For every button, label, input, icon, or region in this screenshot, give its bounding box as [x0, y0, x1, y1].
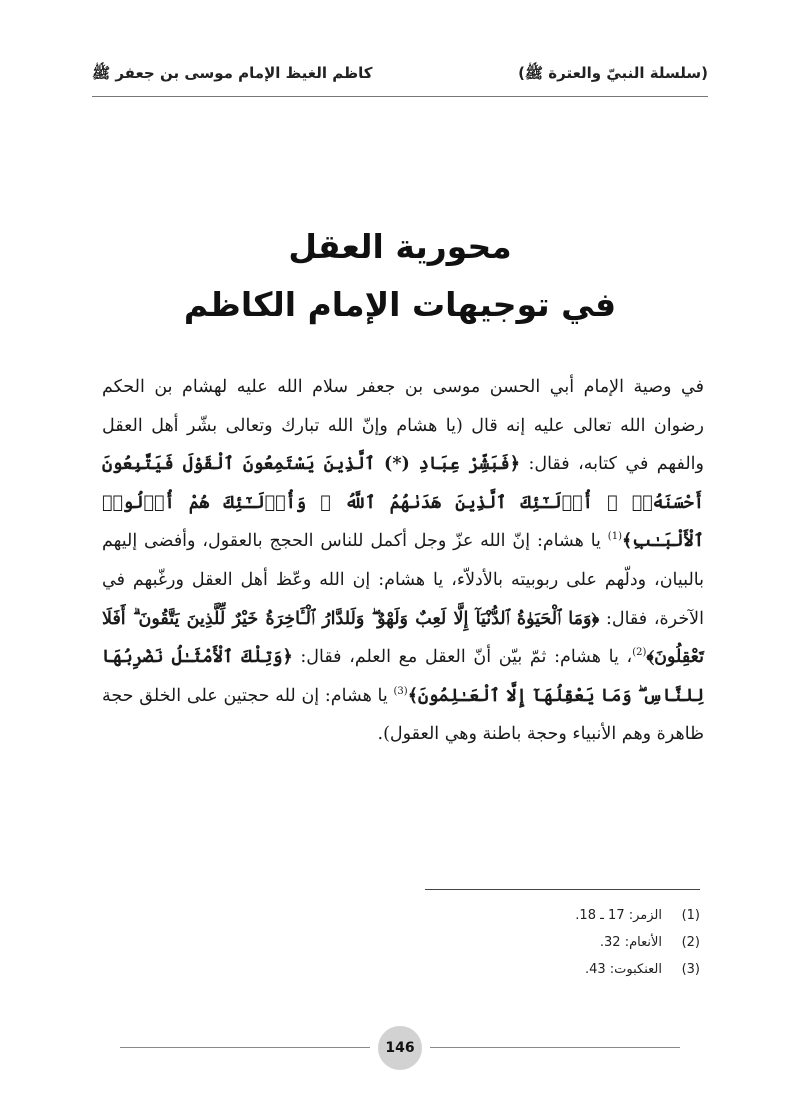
footnote-ref-3: (3) — [393, 685, 408, 697]
quran-verse-2: ﴿وَمَا ٱلْحَيَوٰةُ ٱلدُّنْيَآ إِلَّا لَعِبٌ وَلَهْوٌ ۖ وَلَلدَّارُ ٱلْـَٔاخِرَةُ خَيْرٌ لِّلَّذِينَ يَتَّقُونَ ۗ أَفَلَا تَعْقِلُونَ﴾ — [102, 608, 704, 668]
footnote-number: (1) — [681, 908, 700, 923]
body-text-segment-2: يا هشام: إنّ الله عزّ وجل أكمل للناس الحجج بالعقول، وأفضى إليهم بالبيان، ودلّهم على ربوبيته بالأدلاّء، يا هشام: إن الله وعّظ أهل العقل ورغّبهم في الآخرة، فقال: — [102, 531, 705, 629]
footnotes — [280, 902, 700, 983]
body-text-segment-3: ، يا هشام: ثمّ بيّن أنّ العقل مع العلم، فقال: — [292, 647, 633, 668]
running-header — [92, 60, 708, 90]
footnote-text: الأنعام: 32. — [599, 935, 662, 950]
footnote-ref-2: (2) — [632, 647, 647, 659]
chapter-title-line-2: في توجيهات الإمام الكاظم — [183, 285, 617, 324]
body-text-segment-1: في وصية الإمام أبي الحسن موسى بن جعفر سلام الله عليه لهشام بن الحكم رضوان الله تعالى عليه إنه قال (يا هشام وإنّ الله تبارك وتعالى بشّر أهل العقل والفهم في كتابه، فقال: — [102, 377, 704, 475]
body-paragraph — [102, 368, 704, 754]
footnote-text: العنكبوت: 43. — [584, 962, 662, 977]
footnote-number: (3) — [681, 962, 700, 977]
footnote-ref-1: (1) — [607, 531, 622, 543]
header-book-title: كاظم الغيظ الإمام موسى بن جعفر ﷺ — [92, 64, 373, 82]
footer-rule-left — [120, 1047, 370, 1048]
footnote-item — [280, 956, 700, 983]
chapter-title — [92, 218, 708, 334]
page-footer — [120, 1026, 680, 1070]
footer-rule-right — [430, 1047, 680, 1048]
footnote-item — [280, 902, 700, 929]
body-text-segment-4: يا هشام: إن لله حجتين على الخلق حجة ظاهرة وهم الأنبياء وحجة باطنة وهي العقول). — [102, 685, 704, 745]
footnote-number: (2) — [681, 935, 700, 950]
chapter-title-line-1: محورية العقل — [288, 227, 512, 266]
footnote-separator — [425, 889, 700, 890]
page-number: 146 — [378, 1026, 422, 1070]
quran-verse-1: ﴿فَبَشِّرْ عِبَادِ (*) ٱلَّذِينَ يَسْتَمِعُونَ ٱلْقَوْلَ فَيَتَّبِعُونَ أَحْسَنَهُۥٓ ۚ أُو۟لَـٰٓئِكَ ٱلَّذِينَ هَدَىٰهُمُ ٱللَّهُ ۖ وَأُو۟لَـٰٓئِكَ هُمْ أُو۟لُوا۟ ٱلْأَلْبَـٰبِ﴾ — [102, 454, 704, 552]
quran-verse-3: ﴿وَتِلْكَ ٱلْأَمْثَـٰلُ نَضْرِبُهَا لِلنَّاسِ ۖ وَمَا يَعْقِلُهَآ إِلَّا ٱلْعَـٰلِمُونَ﴾ — [102, 647, 704, 706]
footnote-item — [280, 929, 700, 956]
footnote-text: الزمر: 17 ـ 18. — [575, 908, 662, 923]
header-series-title: (سلسلة النبيّ والعترة ﷺ) — [518, 64, 708, 82]
header-rule — [92, 96, 708, 97]
